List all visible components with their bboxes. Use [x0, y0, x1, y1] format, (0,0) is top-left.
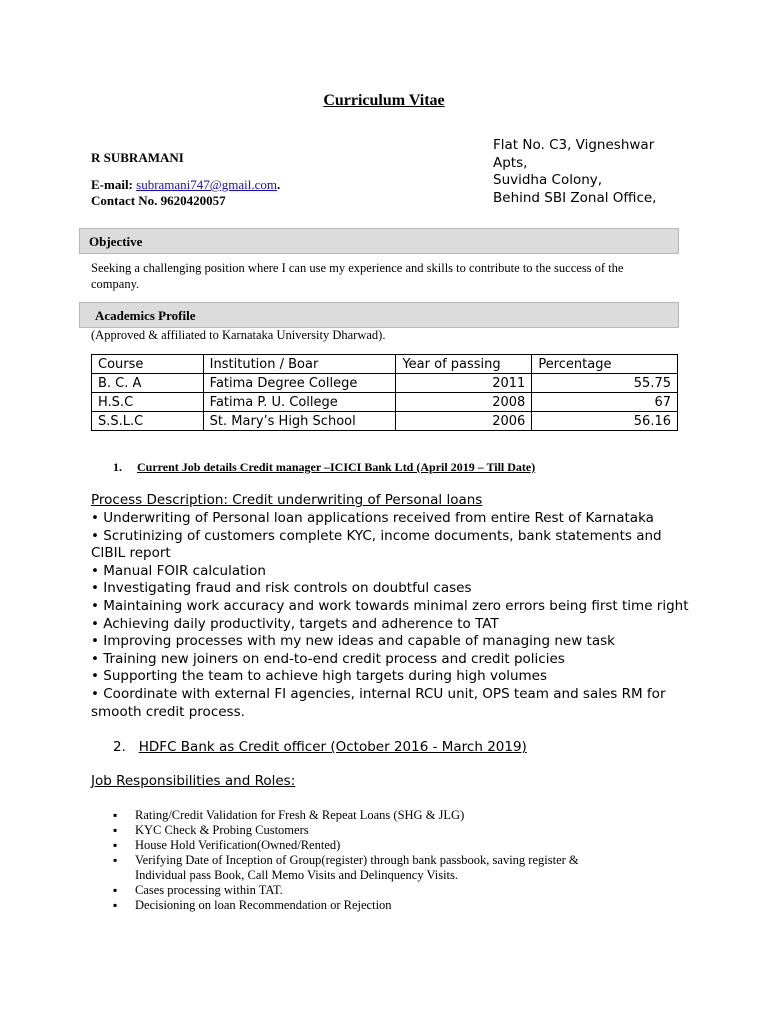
list-item: • Maintaining work accuracy and work towards minimal zero errors being first time right [91, 597, 689, 614]
list-item: • Manual FOIR calculation [91, 562, 266, 579]
percentage-cell: 55.75 [532, 374, 678, 393]
column-header: Percentage [532, 355, 678, 374]
address-line: Behind SBI Zonal Office, [493, 189, 657, 206]
institution-cell: Fatima P. U. College [203, 393, 396, 412]
percentage-cell: 67 [532, 393, 678, 412]
institution-cell: Fatima Degree College [203, 374, 396, 393]
list-item: • Training new joiners on end-to-end credit process and credit policies [91, 650, 565, 667]
job2-title: HDFC Bank as Credit officer (October 2016 - March 2019) [138, 739, 527, 755]
objective-heading: Objective [89, 234, 143, 249]
accreditation-note: (Approved & affiliated to Karnataka University Dharwad). [91, 328, 386, 342]
table-row [92, 412, 678, 431]
list-item: • Improving processes with my new ideas and capable of managing new task [91, 633, 615, 650]
course-cell: H.S.C [92, 393, 204, 412]
academics-table [91, 354, 678, 431]
process-description-heading: Process Description: Credit underwriting of Personal loans [91, 492, 483, 508]
column-header: Course [92, 355, 204, 374]
list-item: • Scrutinizing of customers complete KYC, income documents, bank statements and CIBIL report [91, 527, 662, 562]
list-item: ▪ Cases processing within TAT. [113, 883, 633, 898]
column-header: Year of passing [396, 355, 532, 374]
job1-title: Current Job details Credit manager –ICICI Bank Ltd (April 2019 – Till Date) [137, 460, 536, 474]
table-row [92, 393, 678, 412]
list-item: • Underwriting of Personal loan applications received from entire Rest of Karnataka [91, 510, 654, 526]
column-header: Institution / Boar [203, 355, 396, 374]
address-line: Apts, [493, 154, 528, 171]
job2-number: 2. [113, 739, 126, 755]
list-item: • Investigating fraud and risk controls on doubtful cases [91, 580, 472, 597]
list-item: ▪ Rating/Credit Validation for Fresh & Repeat Loans (SHG & JLG) [113, 808, 633, 823]
list-item: • Coordinate with external FI agencies, internal RCU unit, OPS team and sales RM for smooth credit process. [91, 685, 666, 720]
year-cell: 2008 [396, 393, 532, 412]
list-item: ▪ House Hold Verification(Owned/Rented) [113, 838, 633, 853]
email-line [91, 177, 280, 193]
job2-heading [113, 739, 527, 755]
address-line: Suvidha Colony, [493, 172, 603, 188]
job1-number: 1. [113, 460, 122, 474]
responsibilities-heading: Job Responsibilities and Roles: [91, 773, 296, 789]
list-item: ▪ KYC Check & Probing Customers [113, 823, 633, 838]
objective-section-bar [79, 228, 679, 254]
year-cell: 2006 [396, 412, 532, 431]
email-suffix: . [277, 177, 281, 192]
year-cell: 2011 [396, 374, 532, 393]
table-header-row [92, 355, 678, 374]
list-item: ▪ Verifying Date of Inception of Group(register) through bank passbook, saving register & Individual pass Book, Call Memo Visits and Delinquency Visits. [113, 853, 633, 883]
address-block [493, 137, 683, 207]
academics-section-bar [79, 302, 679, 328]
list-item: • Achieving daily productivity, targets and adherence to TAT [91, 615, 499, 632]
job2-roles-list [113, 808, 633, 913]
list-item: ▪ Decisioning on loan Recommendation or Rejection [113, 898, 633, 913]
address-line: Flat No. C3, Vigneshwar [493, 137, 655, 153]
course-cell: B. C. A [92, 374, 204, 393]
institution-cell: St. Mary’s High School [203, 412, 396, 431]
email-link[interactable]: subramani747@gmail.com [136, 177, 278, 192]
list-item: • Supporting the team to achieve high targets during high volumes [91, 668, 547, 685]
candidate-name: R SUBRAMANI [91, 150, 184, 165]
email-label: E-mail: [91, 177, 133, 192]
course-cell: S.S.L.C [92, 412, 204, 431]
table-row [92, 374, 678, 393]
job1-heading [113, 460, 535, 475]
objective-text: Seeking a challenging position where I can use my experience and skills to contribute to the success of the company. [91, 261, 624, 291]
job1-bullet-list [91, 510, 691, 721]
contact-number: Contact No. 9620420057 [91, 193, 226, 208]
page-title: Curriculum Vitae [323, 92, 445, 109]
percentage-cell: 56.16 [532, 412, 678, 431]
academics-heading: Academics Profile [95, 308, 196, 323]
